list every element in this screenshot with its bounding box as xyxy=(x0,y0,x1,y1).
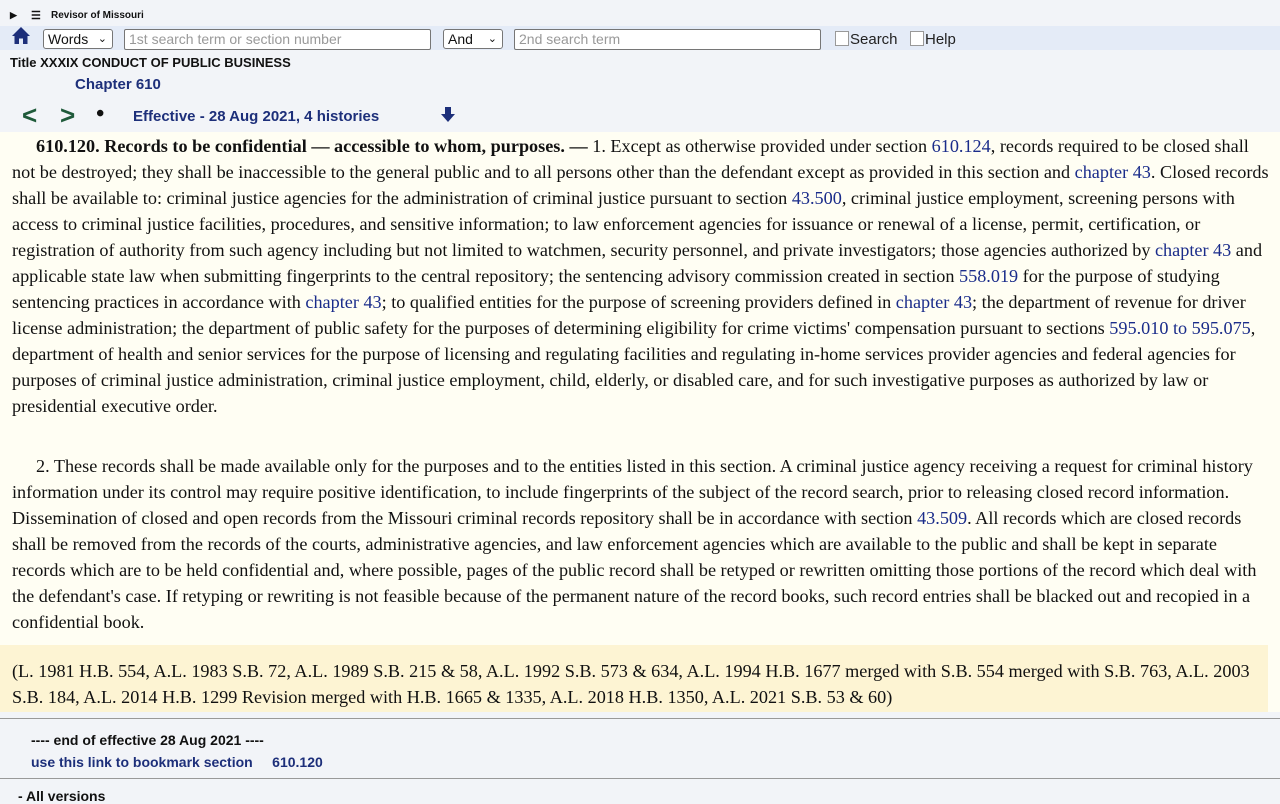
chapter-43-link[interactable]: chapter 43 xyxy=(1074,162,1151,182)
section-heading: 610.120. Records to be confidential — accessible to whom, purposes. — xyxy=(36,136,588,156)
bookmark-section-number: 610.120 xyxy=(272,754,323,770)
all-versions-toggle[interactable]: - All versions xyxy=(18,788,106,804)
section-range-link[interactable]: 595.010 to 595.075 xyxy=(1109,318,1251,338)
search-mode-value: Words xyxy=(48,31,89,47)
chapter-43-link[interactable]: chapter 43 xyxy=(1154,240,1232,260)
home-icon[interactable] xyxy=(11,26,31,46)
section-content xyxy=(0,132,1280,712)
chapter-43-link[interactable]: chapter 43 xyxy=(895,292,973,312)
search-operator-select[interactable] xyxy=(443,29,503,49)
search-term-2-placeholder: 2nd search term xyxy=(519,31,621,47)
broken-image-icon xyxy=(910,31,924,46)
brand-name[interactable]: Revisor of Missouri xyxy=(51,10,144,21)
search-button-label: Search xyxy=(850,31,898,48)
next-section-button[interactable]: > xyxy=(60,100,76,130)
divider xyxy=(0,718,1280,719)
section-link[interactable]: 610.124 xyxy=(931,136,991,156)
current-section-dot[interactable]: • xyxy=(96,101,105,127)
previous-section-button[interactable]: < xyxy=(22,100,38,130)
divider xyxy=(0,778,1280,779)
text-run: 1. Except as otherwise provided under section xyxy=(587,136,932,156)
search-bar xyxy=(0,26,1280,50)
search-operator-value: And xyxy=(448,31,473,47)
text-run: for the purpose of studying sentencing practices in accordance with xyxy=(12,266,1220,312)
search-term-1-placeholder: 1st search term or section number xyxy=(129,31,342,47)
search-term-2-input[interactable] xyxy=(514,29,821,50)
text-run: . Closed records shall be available to: criminal justice agencies for the administration of criminal justice pursuant to section xyxy=(12,162,1269,208)
text-run: , criminal justice employment, screening persons with access to criminal justice facilities, procedures, and sensitive information; to law enforcement agencies for issuance or renewal of a license, permit, certification, or registration of authority from such agency including but not limited to watchmen, security personnel, and private investigators; those agencies authorized by xyxy=(12,188,1235,260)
top-bar xyxy=(0,8,1280,24)
help-button-label: Help xyxy=(925,31,956,48)
end-of-effective: ---- end of effective 28 Aug 2021 ---- xyxy=(31,732,264,748)
section-link[interactable]: 43.500 xyxy=(791,188,842,208)
search-button[interactable] xyxy=(835,31,898,48)
text-run: , department of health and senior services for the purpose of licensing and regulating facilities and regulating in-home services provider agencies and federal agencies for purposes of criminal justice administration, criminal justice employment, child, elderly, or disabled care, and for such investigative purposes as authorized by law or presidential executive order. xyxy=(12,318,1256,416)
text-run: ; to qualified entities for the purpose of screening providers defined in xyxy=(381,292,896,312)
hamburger-icon[interactable]: ☰ xyxy=(31,10,41,22)
text-run: ; the department of revenue for driver license administration; the department of public safety for the purposes of determining eligibility for crime victims' compensation pursuant to sections xyxy=(12,292,1246,338)
help-button[interactable] xyxy=(910,31,956,48)
effective-date-link[interactable]: Effective - 28 Aug 2021, 4 histories xyxy=(133,108,380,125)
text-run: and applicable state law when submitting fingerprints to the central repository; the sentencing advisory commission created in section xyxy=(12,240,1263,286)
search-mode-select[interactable] xyxy=(43,29,113,49)
text-run: 2. These records shall be made available only for the purposes and to the entities listed in this section. A criminal justice agency receiving a request for criminal history information under its control may require positive identification, to include fingerprints of the subject of the record search, prior to releasing closed record information. Dissemination of closed and open records from the Missouri criminal records repository shall be in accordance with section xyxy=(12,456,1253,528)
text-run: . All records which are closed records shall be removed from the records of the courts, administrative agencies, and law enforcement agencies which are available to the public and shall be kept in separate records which are to be held confidential and, where possible, pages of the public record shall be retyped or rewritten omitting those portions of the record which deal with the defendant's case. If retyping or rewriting is not feasible because of the permanent nature of the record books, such record entries shall be blacked out and recopied in a confidential book. xyxy=(12,508,1257,632)
text-run: , records required to be closed shall not be destroyed; they shall be inaccessible to the general public and to all persons other than the defendant except as provided in this section and xyxy=(12,136,1249,182)
arrow-down-icon[interactable] xyxy=(439,106,457,124)
bookmark-link-text: use this link to bookmark section xyxy=(31,754,253,770)
history-text: (L. 1981 H.B. 554, A.L. 1983 S.B. 72, A.L. 1989 S.B. 215 & 58, A.L. 1992 S.B. 573 & 634, A.L. 1994 H.B. 1677 merged with S.B. 554 merged with S.B. 763, A.L. 2003 S.B. 184, A.L. 2014 H.B. 1299 Revision merged with H.B. 1665 & 1335, A.L. 2018 H.B. 1350, A.L. 2021 S.B. 53 & 60) xyxy=(12,661,1250,707)
section-paragraph-1 xyxy=(12,133,1274,419)
section-link[interactable]: 558.019 xyxy=(959,266,1019,286)
history-box xyxy=(0,645,1268,712)
broken-image-icon xyxy=(835,31,849,46)
chapter-link[interactable]: Chapter 610 xyxy=(75,76,161,93)
section-link[interactable]: 43.509 xyxy=(917,508,968,528)
search-term-1-input[interactable] xyxy=(124,29,431,50)
title-breadcrumb: Title XXXIX CONDUCT OF PUBLIC BUSINESS xyxy=(10,55,291,70)
chapter-43-link[interactable]: chapter 43 xyxy=(305,292,382,312)
chevron-down-icon: ⌄ xyxy=(97,33,107,45)
section-paragraph-2 xyxy=(12,453,1274,635)
bookmark-link[interactable] xyxy=(31,754,323,770)
chevron-down-icon: ⌄ xyxy=(487,33,497,45)
triangle-right-icon[interactable]: ▶ xyxy=(10,10,17,20)
